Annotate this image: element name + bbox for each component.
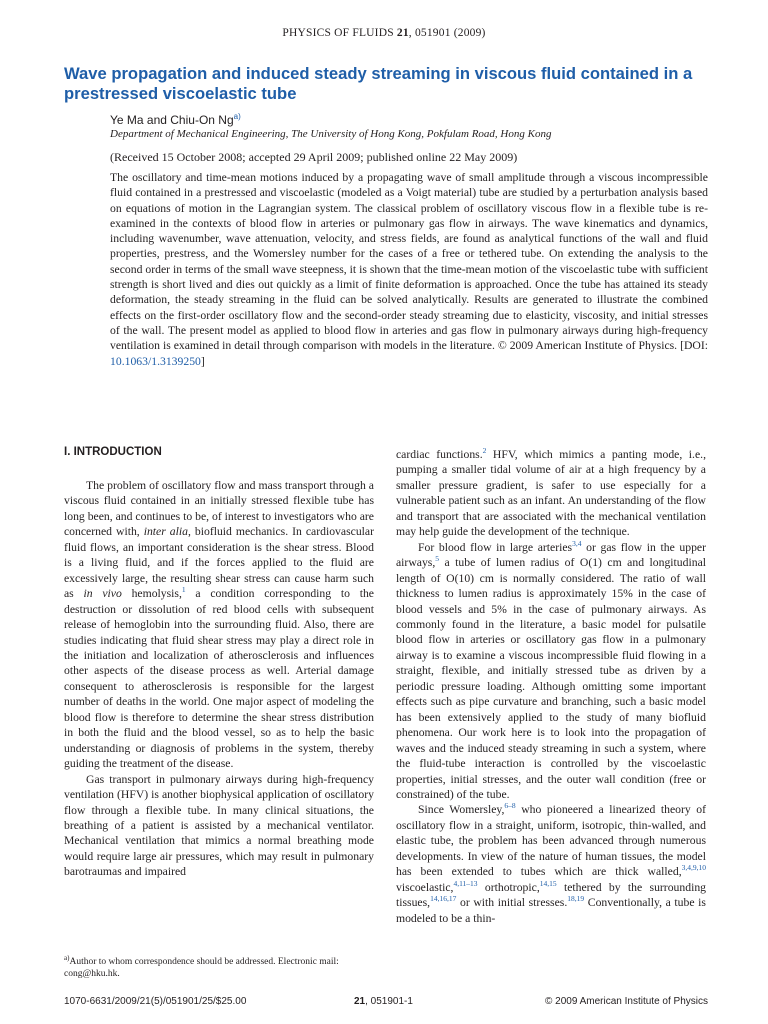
running-head	[0, 27, 768, 39]
doi-prefix: [DOI:	[680, 339, 709, 353]
text-run: hemolysis,	[121, 587, 182, 601]
citation-link[interactable]: 2	[482, 446, 487, 456]
received-dates: (Received 15 October 2008; accepted 29 April 2009; published online 22 May 2009)	[110, 150, 518, 164]
author-line	[110, 112, 241, 127]
citation-link[interactable]: 6–8	[504, 801, 516, 811]
author-names: Ye Ma and Chiu-On Ng	[110, 113, 234, 127]
footnote-text: Author to whom correspondence should be addressed. Electronic mail: cong@hku.hk.	[64, 957, 339, 980]
footnote	[64, 952, 374, 980]
citation-link[interactable]: 3,4,9,10	[681, 863, 706, 873]
citation-link[interactable]: 14,16,17	[430, 894, 457, 904]
footer-copyright: © 2009 American Institute of Physics	[544, 996, 708, 1007]
right-column	[396, 447, 706, 926]
doi-suffix: ]	[200, 354, 205, 368]
footer-volume: 21	[354, 996, 366, 1007]
text-run: or gas flow in the upper airways,	[396, 540, 706, 570]
footnote-marker: a)	[64, 954, 70, 962]
text-run: a condition corresponding to the destruction or dissolution of red blood cells with subsequent release of hemoglobin into the surrounding fluid. Also, there are studies indicating that fluid shear stress may play a direct role in the initiation and localization of atherosclerosis and influences other aspects of the disease process as well. Arterial damage consequent to atherosclerosis is responsible for the largest number of deaths in the world. One major aspect of modeling the blood flow is therefore to determine the shear stress distribution in both the fluid and the blood vessel, so as to help the basic understanding or diagnosis of problems in the system, thereby guiding the treatment of the disease.	[64, 587, 374, 771]
abstract	[110, 170, 708, 369]
footer-page-number	[354, 996, 413, 1007]
text-run: Conventionally, a tube is modeled to be a thin-	[396, 896, 706, 925]
text-run: , biofluid mechanics. In cardiovascular fluid flows, an important consideration is the shear stress. Blood is a living fluid, and if the forces applied to the fluid are excessively large, the resulting shear stress can cause harm such as	[64, 525, 374, 601]
abstract-text: The oscillatory and time-mean motions induced by a propagating wave of small amplitude through a viscous incompressible fluid contained in a prestressed and viscoelastic (modeled as a Voigt material) tube are studied by a perturbation analysis based on equations of motion in the Lagrangian system. The classical problem of oscillatory viscous flow in a flexible tube is re-examined in the contexts of blood flow in arteries or pulmonary gas flow in airways. The wave kinematics and dynamics, including wavenumber, wave attenuation, velocity, and stress fields, are found as analytical functions of the wall and fluid properties, prestress, and the Womersley number for the cases of a free or tethered tube. On extending the analysis to the second order in terms of the small wave steepness, it is shown that the time-mean motion of the viscoelastic tube with sufficient strength is short lived and dies out quickly as a limit of finite deformation is approached. Once the tube has attained its steady deformation, the steady streaming in the fluid can be solved analytically. Results are generated to illustrate the combined effects on the first-order oscillatory flow and the second-order steady streaming due to elasticity, viscosity, and initial stresses of the wall. The present model as applied to blood flow in arteries and gas flow in pulmonary airways during high-frequency ventilation is examined in detail through comparison with models in the literature.	[110, 171, 708, 353]
citation-link[interactable]: 3,4	[572, 538, 582, 548]
text-run: HFV, which mimics a panting mode, i.e., pumping a smaller tidal volume of air at a high frequency by a smaller pressure gradient, is safer to use especially for a vulnerable patient such as an infant. An understanding of the flow and transport that are associated with the mechanical ventilation may help guide the development of the technique.	[396, 448, 706, 539]
intro-paragraph-5	[396, 802, 706, 926]
section-heading: I. INTRODUCTION	[64, 446, 162, 458]
text-run: Since Womersley,	[418, 803, 505, 817]
citation-link[interactable]: 4,11–13	[453, 878, 478, 888]
abstract-copyright: © 2009 American Institute of Physics.	[497, 339, 678, 353]
footer-issn: 1070-6631/2009/21(5)/051901/25/$25.00	[64, 996, 247, 1007]
text-run: The problem of oscillatory flow and mass transport through a viscous fluid contained in an initially stressed flexible tube has long been, and continues to be, of interest to investigators who are concerned with,	[64, 479, 374, 539]
affiliation: Department of Mechanical Engineering, The University of Hong Kong, Pokfulam Road, Hong Kong	[110, 128, 552, 140]
text-run: orthotropic,	[477, 880, 540, 894]
intro-paragraph-3	[396, 447, 706, 540]
paper-title: Wave propagation and induced steady streaming in viscous fluid contained in a prestressed viscoelastic tube	[64, 64, 693, 103]
intro-paragraph-1	[64, 478, 374, 772]
italic-text: inter alia	[143, 525, 188, 539]
footer-article-number: , 051901-1	[365, 996, 413, 1007]
article-info: , 051901 (2009)	[408, 27, 486, 39]
author-footnote-marker[interactable]: a)	[233, 112, 241, 121]
italic-text: in vivo	[83, 587, 122, 601]
text-run: cardiac functions.	[396, 448, 483, 461]
citation-link[interactable]: 14,15	[539, 878, 557, 888]
citation-link[interactable]: 18,19	[567, 894, 585, 904]
intro-paragraph-4	[396, 540, 706, 803]
citation-link[interactable]: 1	[181, 585, 186, 595]
citation-link[interactable]: 5	[435, 554, 440, 564]
text-run: viscoelastic,	[396, 880, 454, 894]
text-run: who pioneered a linearized theory of oscillatory flow in a straight, uniform, isotropic, thin-walled, and elastic tube, the problem has been advanced through numerous developments. In view of the nature of human tissues, the model has been extended to tubes which are thick walled,	[396, 803, 706, 879]
text-run: For blood flow in large arteries	[418, 540, 573, 554]
left-column	[64, 478, 374, 880]
text-run: tethered by the surrounding tissues,	[396, 880, 707, 910]
journal-name: PHYSICS OF FLUIDS	[282, 27, 394, 39]
journal-volume: 21	[396, 27, 409, 39]
doi-link[interactable]: 10.1063/1.3139250	[110, 354, 201, 368]
text-run: or with initial stresses.	[456, 896, 568, 910]
text-run: a tube of lumen radius of O(1) cm and longitudinal length of O(10) cm is normally considered. The ratio of wall thickness to lumen radius is approximately 15% in the case of blood vessels and 5% in the case of pulmonary airways. As commonly found in the literature, a basic model for pulsatile blood flow in arteries or oscillatory gas flow in a pulmonary airway is to examine a viscous incompressible fluid flowing in a straight, flexible, and initially stressed tube as driven by a periodic pressure loading. Although omitting some important effects such as pipe curvature and branching, such a basic model has been extensively applied to the study of many biofluid phenomena. Our work here is to look into the propagation of waves and the induced steady streaming in such a system, where the fluid-tube interaction is controlled by the viscoelastic properties, initial stresses, and the outer wall condition (free or constrained) of the tube.	[396, 556, 706, 801]
intro-paragraph-2: Gas transport in pulmonary airways during high-frequency ventilation (HFV) is another biophysical application of oscillatory flow through a flexible tube. In many clinical situations, the breathing of a patient is assisted by a mechanical ventilator. Mechanical ventilation that mimics a normal breathing mode would require large air pressures, which may result in pulmonary barotraumas and impaired	[64, 772, 374, 879]
